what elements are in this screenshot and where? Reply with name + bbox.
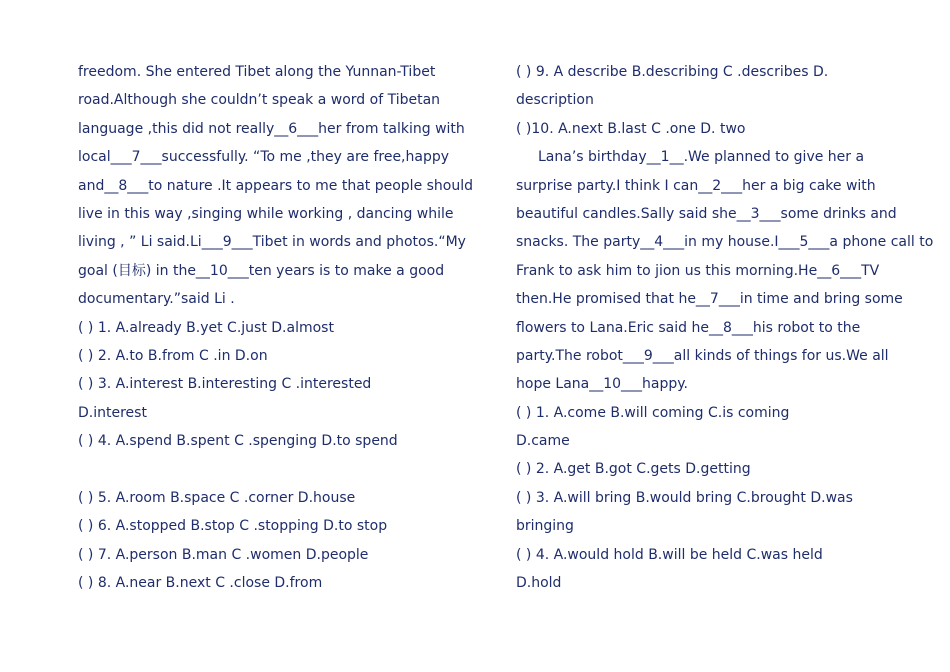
question-item: ( ) 8. A.near B.next C .close D.from (78, 575, 323, 592)
passage-line: beautiful candles.Sally said she__3___some drinks and (516, 205, 897, 222)
question-item: ( ) 7. A.person B.man C .women D.people (78, 546, 369, 563)
passage-line: hope Lana__10___happy. (516, 376, 688, 393)
question-item: D.came (516, 433, 570, 450)
passage-line: language ,this did not really__6___her from talking with (78, 120, 465, 137)
question-item: ( )10. A.next B.last C .one D. two (516, 120, 746, 137)
question-item: ( ) 3. A.will bring B.would bring C.brought D.was (516, 489, 853, 506)
question-item: bringing (516, 518, 574, 535)
question-item: D.hold (516, 575, 562, 592)
passage-line: documentary.”said Li . (78, 291, 235, 308)
passage-line: flowers to Lana.Eric said he__8___his robot to the (516, 319, 861, 336)
passage-line: surprise party.I think I can__2___her a big cake with (516, 177, 876, 194)
blank-line (78, 455, 478, 483)
question-item: ( ) 5. A.room B.space C .corner D.house (78, 489, 356, 506)
question-item: ( ) 2. A.to B.from C .in D.on (78, 347, 268, 364)
passage-line: Lana’s birthday__1__.We planned to give her a (538, 149, 865, 166)
passage-line: Frank to ask him to jion us this morning.He__6___TV (516, 262, 880, 279)
left-column (78, 58, 478, 597)
passage-line: party.The robot___9___all kinds of things for us.We all (516, 347, 889, 364)
passage-line: live in this way ,singing while working , dancing while (78, 205, 454, 222)
question-item: D.interest (78, 404, 147, 421)
question-item: description (516, 92, 594, 109)
question-item: ( ) 9. A describe B.describing C .describes D. (516, 64, 829, 80)
passage-line: local___7___successfully. “To me ,they are free,happy (78, 149, 450, 166)
passage-line: freedom. She entered Tibet along the Yunnan-Tibet (78, 64, 436, 80)
passage-line: then.He promised that he__7___in time and bring some (516, 291, 903, 308)
passage-line: living , ” Li said.Li___9___Tibet in words and photos.“My (78, 234, 466, 251)
passage-line: road.Although she couldn’t speak a word of Tibetan (78, 92, 441, 109)
question-item: ( ) 4. A.would hold B.will be held C.was held (516, 546, 823, 563)
passage-line: goal (目标) in the__10___ten years is to make a good (78, 262, 445, 279)
question-item: ( ) 6. A.stopped B.stop C .stopping D.to stop (78, 518, 388, 535)
question-item: ( ) 3. A.interest B.interesting C .interested (78, 376, 372, 393)
passage-line: and__8___to nature .It appears to me that people should (78, 177, 474, 194)
question-item: ( ) 1. A.come B.will coming C.is coming (516, 404, 790, 421)
question-item: ( ) 2. A.get B.got C.gets D.getting (516, 461, 751, 478)
question-item: ( ) 1. A.already B.yet C.just D.almost (78, 319, 334, 336)
right-column (516, 58, 934, 597)
question-item: ( ) 4. A.spend B.spent C .spenging D.to spend (78, 433, 398, 450)
passage-line: snacks. The party__4___in my house.I___5___a phone call to (516, 234, 934, 251)
